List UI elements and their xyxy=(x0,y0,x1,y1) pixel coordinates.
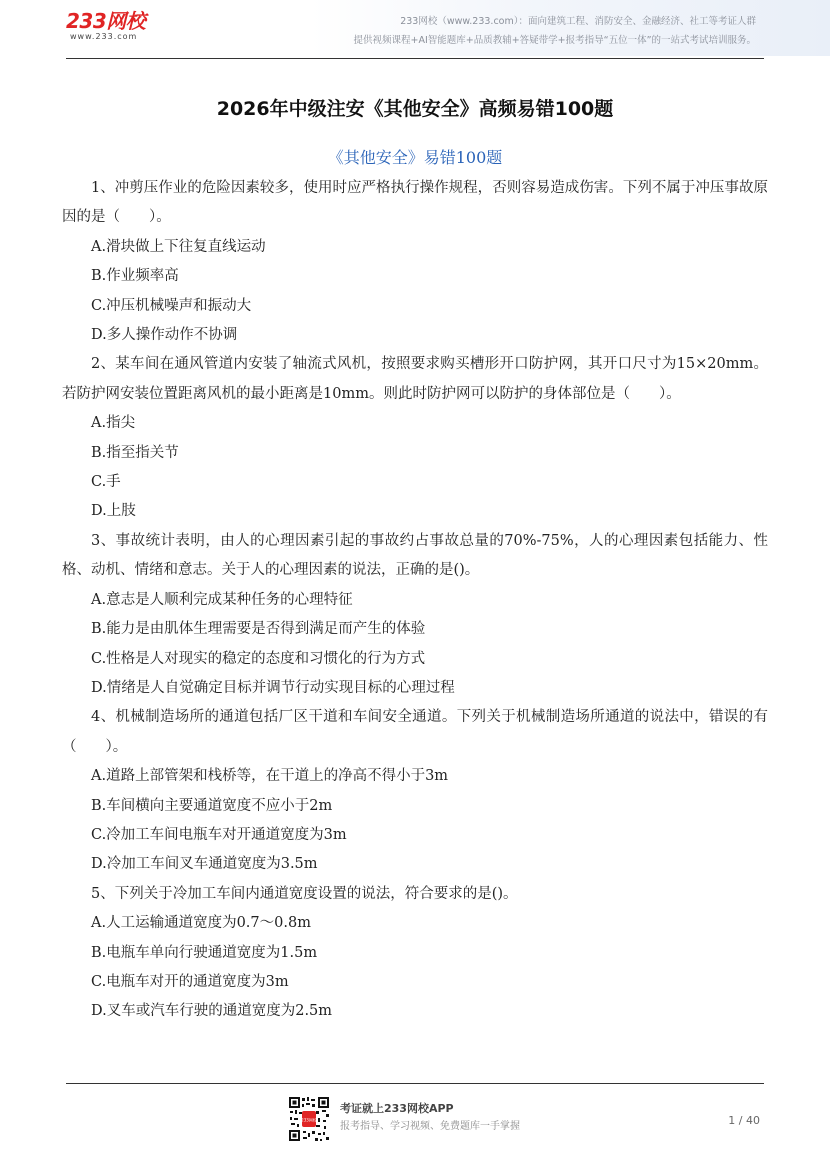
option-a: A.意志是人顺利完成某种任务的心理特征 xyxy=(91,591,353,608)
question-1 xyxy=(62,174,768,350)
option-a: A.指尖 xyxy=(91,415,136,432)
header-line-2: 提供视频课程+AI智能题库+品质教辅+答疑带学+报考指导“五位一体”的一站式考试培训服务。 xyxy=(353,35,756,46)
question-3 xyxy=(62,527,768,703)
qr-badge-text: 233网校 xyxy=(301,1117,317,1123)
header-divider xyxy=(66,58,764,59)
option-a: A.滑块做上下往复直线运动 xyxy=(91,238,266,255)
option-b: B.作业频率高 xyxy=(91,268,179,285)
option-c: C.冷加工车间电瓶车对开通道宽度为3m xyxy=(91,826,347,843)
question-stem: 3、事故统计表明，由人的心理因素引起的事故约占事故总量的70%-75%，人的心理因素包括能力、性格、动机、情绪和意志。关于人的心理因素的说法，正确的是()。 xyxy=(62,532,768,579)
option-b: B.电瓶车单向行驶通道宽度为1.5m xyxy=(91,944,318,961)
page-number: 1 / 40 xyxy=(728,1114,760,1127)
footer-main-text: 考证就上233网校APP xyxy=(340,1102,454,1115)
qr-code-icon[interactable] xyxy=(288,1096,330,1142)
document-title: 2026年中级注安《其他安全》高频易错100题 xyxy=(216,98,614,120)
header-line-1: 233网校（www.233.com）：面向建筑工程、消防安全、金融经济、社工等考证人群 xyxy=(400,16,756,27)
question-2 xyxy=(62,350,768,526)
question-5 xyxy=(62,880,768,1027)
question-stem: 4、机械制造场所的通道包括厂区干道和车间安全通道。下列关于机械制造场所通道的说法中，错误的有（ ）。 xyxy=(62,709,768,755)
section-title: 《其他安全》易错100题 xyxy=(327,148,503,167)
option-c: C.冲压机械噪声和振动大 xyxy=(91,297,252,314)
option-a: A.道路上部管架和栈桥等，在干道上的净高不得小于3m xyxy=(91,768,449,785)
option-d: D.冷加工车间叉车通道宽度为3.5m xyxy=(91,856,318,873)
question-stem: 1、冲剪压作业的危险因素较多，使用时应严格执行操作规程，否则容易造成伤害。下列不属于冲压事故原因的是（ ）。 xyxy=(62,180,768,226)
question-stem: 5、下列关于冷加工车间内通道宽度设置的说法，符合要求的是()。 xyxy=(91,885,518,902)
footer-promo xyxy=(340,1100,520,1136)
logo-url: www.233.com xyxy=(70,32,138,41)
option-c: C.电瓶车对开的通道宽度为3m xyxy=(91,973,289,990)
option-d: D.多人操作动作不协调 xyxy=(91,327,238,344)
option-d: D.上肢 xyxy=(91,503,136,520)
option-a: A.人工运输通道宽度为0.7～0.8m xyxy=(91,915,311,932)
footer-divider xyxy=(66,1083,764,1084)
question-list xyxy=(62,174,768,1027)
page-header xyxy=(0,0,830,60)
question-4 xyxy=(62,703,768,879)
option-c: C.手 xyxy=(91,474,121,491)
option-d: D.情绪是人自觉确定目标并调节行动实现目标的心理过程 xyxy=(91,679,455,696)
option-c: C.性格是人对现实的稳定的态度和习惯化的行为方式 xyxy=(91,650,426,667)
question-stem: 2、某车间在通风管道内安装了轴流式风机，按照要求购买槽形开口防护网，其开口尺寸为15×20mm。若防护网安装位置距离风机的最小距离是10mm。则此时防护网可以防护的身体部位是（ ）。 xyxy=(62,356,768,402)
option-b: B.车间横向主要通道宽度不应小于2m xyxy=(91,797,333,814)
option-d: D.叉车或汽车行驶的通道宽度为2.5m xyxy=(91,1003,333,1020)
logo-text: 233网校 xyxy=(66,9,146,33)
option-b: B.能力是由肌体生理需要是否得到满足而产生的体验 xyxy=(91,621,426,638)
option-b: B.指至指关节 xyxy=(91,444,179,461)
logo[interactable] xyxy=(66,10,145,42)
header-description xyxy=(354,12,757,50)
footer-sub-text: 报考指导、学习视频、免费题库一手掌握 xyxy=(340,1121,520,1132)
